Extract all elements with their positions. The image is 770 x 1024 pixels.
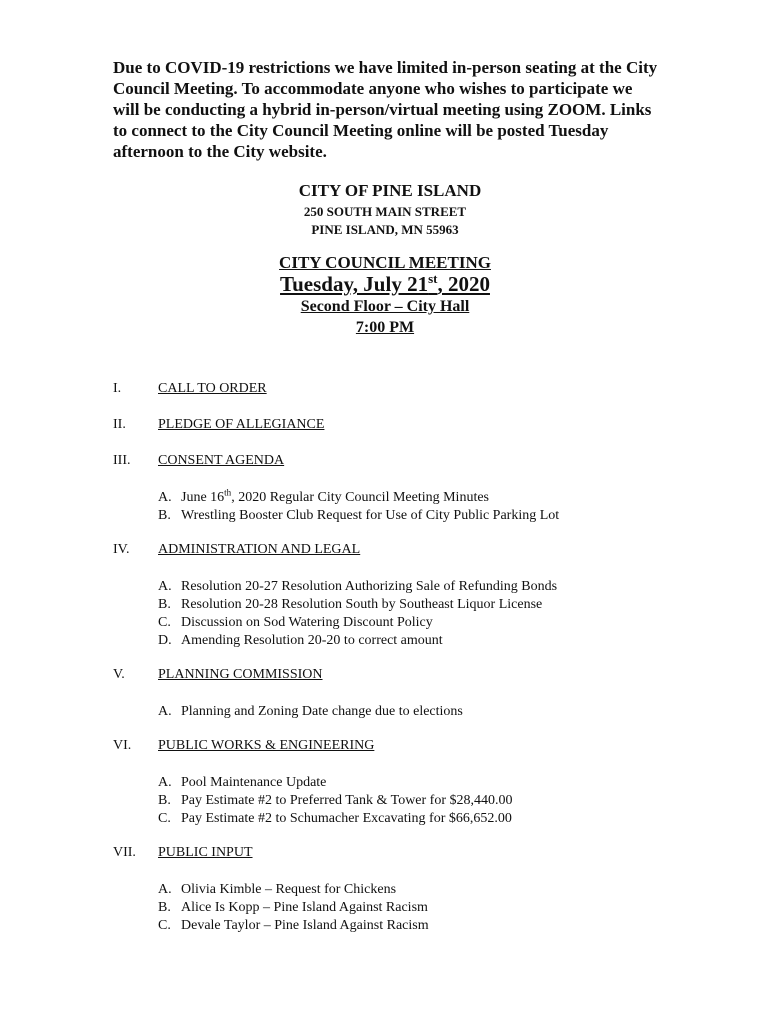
section-number: VI.: [113, 738, 132, 753]
section-number: IV.: [113, 542, 130, 557]
agenda-item: [158, 507, 673, 525]
section-items: [158, 774, 673, 828]
section-number: II.: [113, 417, 126, 432]
section-title: PLEDGE OF ALLEGIANCE: [158, 417, 325, 432]
city-name: CITY OF PINE ISLAND: [298, 181, 482, 200]
item-text: Pay Estimate #2 to Schumacher Excavating for $66,652.00: [181, 811, 512, 826]
item-text: Amending Resolution 20-20 to correct amount: [181, 633, 443, 648]
item-letter: D.: [158, 633, 172, 648]
section-number: III.: [113, 453, 131, 468]
agenda-item: [158, 881, 673, 899]
agenda-item: [158, 632, 673, 650]
item-text: Devale Taylor – Pine Island Against Racism: [181, 918, 429, 933]
section-items: [158, 489, 673, 525]
agenda-item: [158, 774, 673, 792]
item-text: Discussion on Sod Watering Discount Policy: [181, 615, 433, 630]
agenda-section: [113, 845, 673, 863]
item-letter: A.: [158, 490, 172, 505]
section-items: [158, 703, 673, 721]
section-number: VII.: [113, 845, 136, 860]
agenda-item: [158, 810, 673, 828]
agenda-list: [113, 381, 673, 952]
agenda-section: [113, 667, 673, 685]
item-letter: A.: [158, 882, 172, 897]
agenda-section: [113, 417, 673, 435]
section-title: ADMINISTRATION AND LEGAL: [158, 542, 361, 557]
section-title: CALL TO ORDER: [158, 381, 267, 396]
item-text: Resolution 20-28 Resolution South by Southeast Liquor License: [181, 597, 543, 612]
item-letter: C.: [158, 615, 171, 630]
section-title: PUBLIC WORKS & ENGINEERING: [158, 738, 375, 753]
covid-notice: Due to COVID-19 restrictions we have limited in-person seating at the City Council Meeting. To accommodate anyone who wishes to participate we will be conducting a hybrid in-person/virtual meeting using ZOOM. Links to connect to the City Council Meeting online will be posted Tuesday afternoon to the City website.: [113, 58, 658, 161]
agenda-section: [113, 381, 673, 399]
item-text: Wrestling Booster Club Request for Use of City Public Parking Lot: [181, 508, 560, 523]
item-text-suffix: th: [224, 487, 232, 498]
item-letter: B.: [158, 900, 171, 915]
meeting-time: 7:00 PM: [355, 319, 415, 336]
agenda-item: [158, 899, 673, 917]
item-text: Pool Maintenance Update: [181, 775, 327, 790]
agenda-item: [158, 614, 673, 632]
item-letter: B.: [158, 597, 171, 612]
agenda-section: [113, 738, 673, 756]
meeting-date-main: Tuesday, July 21: [280, 272, 429, 296]
agenda-item: [158, 489, 673, 507]
agenda-item: [158, 578, 673, 596]
item-text: Olivia Kimble – Request for Chickens: [181, 882, 397, 897]
meeting-date-year: , 2020: [437, 272, 490, 296]
agenda-item: [158, 596, 673, 614]
street-address: 250 SOUTH MAIN STREET: [303, 204, 467, 219]
section-title: PLANNING COMMISSION: [158, 667, 323, 682]
item-letter: A.: [158, 775, 172, 790]
section-number: I.: [113, 381, 122, 396]
section-title: CONSENT AGENDA: [158, 453, 285, 468]
meeting-date-suffix: st: [428, 271, 438, 286]
section-items: [158, 881, 673, 935]
item-letter: B.: [158, 793, 171, 808]
item-letter: A.: [158, 704, 172, 719]
item-text-rest: , 2020 Regular City Council Meeting Minutes: [231, 490, 489, 505]
item-text: June 16: [181, 490, 225, 505]
item-text: Resolution 20-27 Resolution Authorizing Sale of Refunding Bonds: [181, 579, 558, 594]
item-letter: C.: [158, 918, 171, 933]
item-text: Planning and Zoning Date change due to elections: [181, 704, 463, 719]
section-items: [158, 578, 673, 650]
meeting-title: CITY COUNCIL MEETING: [279, 253, 491, 272]
agenda-item: [158, 703, 673, 721]
section-title: PUBLIC INPUT: [158, 845, 253, 860]
item-letter: C.: [158, 811, 171, 826]
item-text: Alice Is Kopp – Pine Island Against Racism: [181, 900, 428, 915]
meeting-location: Second Floor – City Hall: [300, 298, 470, 315]
agenda-item: [158, 792, 673, 810]
agenda-item: [158, 917, 673, 935]
item-letter: B.: [158, 508, 171, 523]
city-state-zip: PINE ISLAND, MN 55963: [311, 222, 459, 237]
section-number: V.: [113, 667, 125, 682]
meeting-date: [0, 272, 770, 297]
item-letter: A.: [158, 579, 172, 594]
agenda-section: [113, 453, 673, 471]
item-text: Pay Estimate #2 to Preferred Tank & Tower for $28,440.00: [181, 793, 513, 808]
agenda-section: [113, 542, 673, 560]
